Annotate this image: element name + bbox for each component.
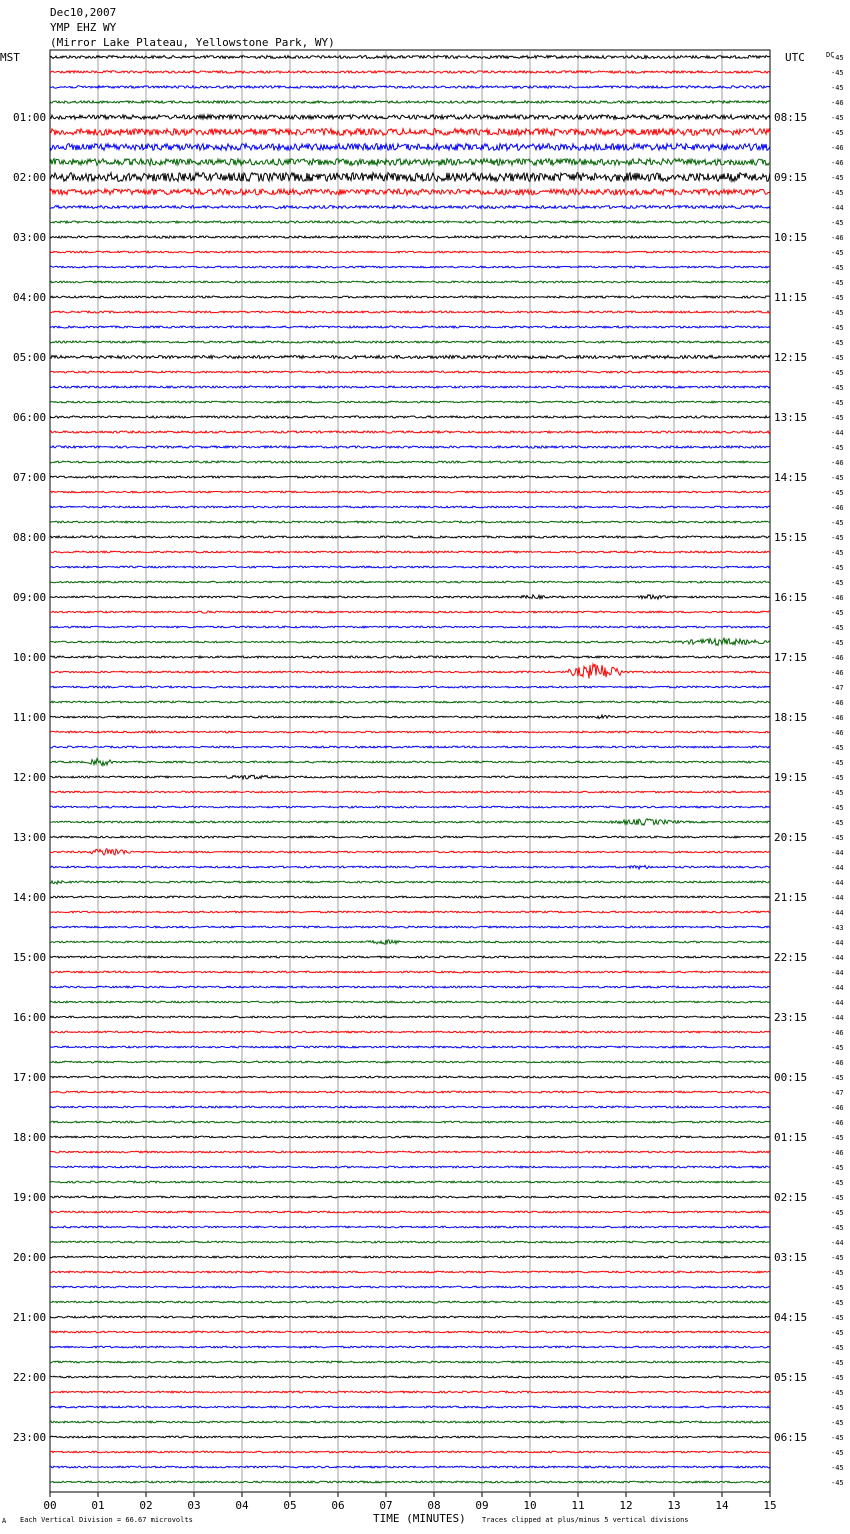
dc-offset-value: -45 [831, 1419, 844, 1427]
trace-line [50, 1181, 770, 1183]
utc-hour-label: 19:15 [774, 771, 808, 784]
dc-offset-value: -45 [831, 519, 844, 527]
dc-offset-value: -46 [831, 99, 844, 107]
dc-offset-value: -45 [831, 639, 844, 647]
utc-hour-label: 13:15 [774, 411, 808, 424]
utc-hour-label: 20:15 [774, 831, 808, 844]
trace-line [50, 881, 770, 884]
dc-offset-value: -46 [831, 144, 844, 152]
trace-line [50, 664, 770, 679]
trace-line [50, 296, 770, 298]
dc-offset-value: -44 [831, 969, 844, 977]
mst-axis-title: MST [0, 51, 20, 64]
dc-offset-value: -45 [831, 774, 844, 782]
dc-offset-value: -45 [831, 114, 844, 122]
dc-offset-value: -45 [831, 1209, 844, 1217]
trace-line [50, 536, 770, 538]
trace-line [50, 656, 770, 658]
trace-line [50, 1151, 770, 1153]
trace-line [50, 446, 770, 448]
trace-line [50, 986, 770, 988]
dc-offset-value: -44 [831, 429, 844, 437]
mst-hour-label: 02:00 [13, 171, 47, 184]
x-tick-label: 15 [763, 1499, 777, 1512]
trace-line [50, 1256, 770, 1258]
trace-line [50, 1271, 770, 1273]
dc-offset-value: -45 [831, 1464, 844, 1472]
x-tick-label: 02 [139, 1499, 153, 1512]
trace-line [50, 686, 770, 688]
mst-hour-label: 16:00 [13, 1011, 47, 1024]
trace-line [50, 731, 770, 733]
x-tick-label: 00 [43, 1499, 57, 1512]
dc-offset-value: -45 [831, 129, 844, 137]
trace-line [50, 221, 770, 223]
trace-line [50, 566, 770, 568]
scale-note: Each Vertical Division = 66.67 microvolts [20, 1516, 193, 1524]
trace-line [50, 1286, 770, 1288]
utc-hour-label: 01:15 [774, 1131, 808, 1144]
utc-hour-label: 15:15 [774, 531, 808, 544]
trace-line [50, 386, 770, 388]
dc-offset-value: -45 [831, 834, 844, 842]
dc-offset-value: -45 [831, 1194, 844, 1202]
dc-offset-value: -45 [831, 1374, 844, 1382]
utc-hour-label: 03:15 [774, 1251, 808, 1264]
x-tick-label: 07 [379, 1499, 393, 1512]
dc-offset-value: -45 [831, 789, 844, 797]
trace-line [50, 159, 770, 166]
time-gridlines [50, 50, 770, 1492]
x-tick-label: 03 [187, 1499, 201, 1512]
dc-offset-value: -45 [831, 564, 844, 572]
trace-line [50, 1061, 770, 1063]
trace-line [50, 911, 770, 913]
dc-offset-value: -45 [831, 1134, 844, 1142]
utc-hour-label: 22:15 [774, 951, 808, 964]
trace-line [50, 791, 770, 793]
dc-offset-value: -45 [831, 819, 844, 827]
x-axis [43, 1492, 776, 1512]
dc-offset-value: -45 [831, 189, 844, 197]
trace-line [50, 71, 770, 73]
trace-line [50, 371, 770, 373]
trace-line [50, 1046, 770, 1048]
trace-line [50, 638, 770, 645]
mst-hour-label: 22:00 [13, 1371, 47, 1384]
header-location: (Mirror Lake Plateau, Yellowstone Park, WY) [50, 36, 335, 49]
trace-line [50, 266, 770, 268]
corner-mark: A [2, 1517, 7, 1525]
mst-hour-label: 05:00 [13, 351, 47, 364]
trace-line [50, 144, 770, 151]
dc-label: DC [826, 51, 835, 59]
mst-hour-label: 09:00 [13, 591, 47, 604]
trace-line [50, 1406, 770, 1408]
header-station: YMP EHZ WY [50, 21, 117, 34]
mst-hour-label: 18:00 [13, 1131, 47, 1144]
utc-hour-label: 04:15 [774, 1311, 808, 1324]
dc-offset-value: -46 [831, 654, 844, 662]
mst-hour-label: 21:00 [13, 1311, 47, 1324]
trace-line [50, 759, 770, 766]
trace-line [50, 1346, 770, 1348]
dc-offset-value: -45 [831, 1179, 844, 1187]
trace-line [50, 836, 770, 838]
utc-hour-label: 05:15 [774, 1371, 808, 1384]
mst-hour-label: 19:00 [13, 1191, 47, 1204]
utc-hour-label: 10:15 [774, 231, 808, 244]
trace-line [50, 1226, 770, 1228]
trace-line [50, 431, 770, 433]
trace-line [50, 896, 770, 898]
x-tick-label: 04 [235, 1499, 249, 1512]
dc-offset-value: -45 [831, 249, 844, 257]
utc-labels [774, 111, 807, 1444]
trace-line [50, 701, 770, 703]
dc-offset-value: -45 [831, 294, 844, 302]
x-tick-label: 11 [571, 1499, 585, 1512]
dc-offset-value: -45 [831, 414, 844, 422]
dc-offset-value: -45 [831, 1044, 844, 1052]
trace-line [50, 189, 770, 195]
trace-line [50, 1016, 770, 1018]
dc-offset-value: -45 [831, 354, 844, 362]
trace-line [50, 1391, 770, 1393]
mst-hour-label: 13:00 [13, 831, 47, 844]
trace-line [50, 746, 770, 748]
trace-line [50, 1211, 770, 1213]
mst-hour-label: 12:00 [13, 771, 47, 784]
trace-line [50, 281, 770, 283]
dc-offset-value: -47 [831, 1089, 844, 1097]
dc-offset-value: -45 [831, 744, 844, 752]
trace-line [50, 956, 770, 958]
dc-offset-value: -45 [831, 1314, 844, 1322]
dc-offset-value: -45 [831, 1299, 844, 1307]
mst-hour-label: 11:00 [13, 711, 47, 724]
dc-offset-value: -46 [831, 1119, 844, 1127]
trace-line [50, 551, 770, 553]
trace-line [50, 1091, 770, 1093]
dc-offset-value: -44 [831, 204, 844, 212]
dc-offset-value: -45 [831, 609, 844, 617]
trace-line [50, 1166, 770, 1168]
dc-offset-value: -45 [831, 174, 844, 182]
dc-offset-value: -45 [831, 759, 844, 767]
mst-hour-label: 23:00 [13, 1431, 47, 1444]
mst-hour-label: 01:00 [13, 111, 47, 124]
dc-offset-value: -44 [831, 999, 844, 1007]
trace-line [50, 1451, 770, 1453]
trace-line [50, 491, 770, 493]
seismic-traces [50, 56, 770, 1483]
trace-line [50, 56, 770, 59]
trace-line [50, 1196, 770, 1198]
utc-hour-label: 09:15 [774, 171, 808, 184]
trace-line [50, 865, 770, 869]
trace-line [50, 849, 770, 855]
utc-hour-label: 11:15 [774, 291, 808, 304]
utc-hour-label: 12:15 [774, 351, 808, 364]
trace-line [50, 341, 770, 343]
utc-hour-label: 18:15 [774, 711, 808, 724]
trace-line [50, 819, 770, 826]
mst-hour-label: 20:00 [13, 1251, 47, 1264]
dc-offset-value: -45 [831, 219, 844, 227]
dc-offset-value: -45 [831, 1224, 844, 1232]
utc-hour-label: 02:15 [774, 1191, 808, 1204]
x-tick-label: 08 [427, 1499, 441, 1512]
utc-hour-label: 16:15 [774, 591, 808, 604]
dc-offset-value: -45 [831, 1479, 844, 1487]
dc-offset-value: -46 [831, 714, 844, 722]
dc-offset-value: -45 [831, 1284, 844, 1292]
dc-offset-value: -46 [831, 1149, 844, 1157]
dc-offset-value: -45 [831, 369, 844, 377]
trace-line [50, 1376, 770, 1378]
trace-line [50, 611, 770, 613]
dc-offset-value: -45 [831, 264, 844, 272]
trace-line [50, 461, 770, 463]
dc-offset-value: -45 [831, 309, 844, 317]
dc-offset-value: -46 [831, 699, 844, 707]
dc-offset-value: -46 [831, 729, 844, 737]
utc-hour-label: 14:15 [774, 471, 808, 484]
dc-offset-value: -45 [831, 339, 844, 347]
trace-line [50, 715, 770, 719]
trace-line [50, 940, 770, 944]
mst-hour-label: 15:00 [13, 951, 47, 964]
mst-hour-label: 06:00 [13, 411, 47, 424]
mst-hour-label: 07:00 [13, 471, 47, 484]
trace-line [50, 326, 770, 328]
dc-offset-value: -45 [831, 1359, 844, 1367]
dc-offset-value: -46 [831, 234, 844, 242]
dc-offset-value: -45 [831, 1269, 844, 1277]
dc-offset-value: -45 [831, 579, 844, 587]
utc-hour-label: 23:15 [774, 1011, 808, 1024]
mst-hour-label: 17:00 [13, 1071, 47, 1084]
trace-line [50, 626, 770, 628]
trace-line [50, 775, 770, 779]
dc-offset-value: -45 [831, 69, 844, 77]
dc-offset-value: -44 [831, 1014, 844, 1022]
utc-axis-title: UTC [785, 51, 805, 64]
dc-offset-value: -45 [831, 399, 844, 407]
trace-line [50, 1121, 770, 1123]
dc-offset-value: -45 [831, 279, 844, 287]
dc-offset-value: -44 [831, 909, 844, 917]
trace-line [50, 1361, 770, 1363]
dc-offset-value: -45 [831, 474, 844, 482]
trace-line [50, 416, 770, 418]
dc-offset-value: -44 [831, 894, 844, 902]
dc-offset-value: -45 [831, 1449, 844, 1457]
dc-offset-value: -45 [831, 549, 844, 557]
dc-offset-value: -45 [831, 1434, 844, 1442]
dc-offset-value: -45 [831, 489, 844, 497]
trace-line [50, 1241, 770, 1243]
trace-line [50, 1421, 770, 1423]
mst-hour-label: 14:00 [13, 891, 47, 904]
dc-offset-value: -46 [831, 1029, 844, 1037]
trace-line [50, 1481, 770, 1483]
trace-line [50, 1316, 770, 1318]
trace-line [50, 581, 770, 583]
trace-line [50, 926, 770, 928]
trace-line [50, 173, 770, 182]
trace-line [50, 401, 770, 403]
utc-hour-label: 00:15 [774, 1071, 808, 1084]
dc-offset-value: -46 [831, 159, 844, 167]
trace-line [50, 206, 770, 209]
trace-line [50, 1076, 770, 1078]
dc-offset-value: -46 [831, 669, 844, 677]
dc-offset-value: -46 [831, 504, 844, 512]
trace-line [50, 1106, 770, 1108]
x-tick-label: 06 [331, 1499, 345, 1512]
dc-offset-value: -44 [831, 864, 844, 872]
dc-offset-value: -45 [831, 384, 844, 392]
trace-line [50, 1436, 770, 1438]
dc-offset-value: -45 [831, 1254, 844, 1262]
dc-offset-value: -45 [831, 444, 844, 452]
trace-line [50, 506, 770, 508]
dc-offset-value: -46 [831, 1059, 844, 1067]
dc-offset-value: -45 [831, 624, 844, 632]
trace-line [50, 129, 770, 136]
trace-line [50, 1031, 770, 1033]
trace-line [50, 595, 770, 599]
mst-hour-label: 04:00 [13, 291, 47, 304]
utc-hour-label: 08:15 [774, 111, 808, 124]
plot-frame [50, 50, 770, 1492]
trace-line [50, 1331, 770, 1333]
trace-line [50, 355, 770, 358]
trace-line [50, 806, 770, 808]
mst-hour-label: 08:00 [13, 531, 47, 544]
trace-line [50, 236, 770, 238]
trace-line [50, 251, 770, 253]
trace-line [50, 521, 770, 523]
utc-hour-label: 06:15 [774, 1431, 808, 1444]
dc-offset-value: -45 [831, 1344, 844, 1352]
dc-offset-value: -45 [831, 1164, 844, 1172]
dc-offset-value: -45 [831, 1329, 844, 1337]
dc-offset-value: -44 [831, 879, 844, 887]
dc-offset-value: -44 [831, 984, 844, 992]
trace-line [50, 476, 770, 478]
trace-line [50, 115, 770, 119]
mst-hour-label: 03:00 [13, 231, 47, 244]
x-axis-title: TIME (MINUTES) [373, 1512, 466, 1525]
dc-offsets [831, 54, 844, 1487]
x-tick-label: 01 [91, 1499, 105, 1512]
x-tick-label: 14 [715, 1499, 729, 1512]
dc-offset-value: -43 [831, 924, 844, 932]
dc-offset-value: -46 [831, 594, 844, 602]
x-tick-label: 13 [667, 1499, 681, 1512]
x-tick-label: 10 [523, 1499, 537, 1512]
x-tick-label: 05 [283, 1499, 297, 1512]
mst-labels [13, 111, 46, 1444]
utc-hour-label: 17:15 [774, 651, 808, 664]
trace-line [50, 971, 770, 973]
trace-line [50, 86, 770, 88]
dc-offset-value: -44 [831, 939, 844, 947]
dc-offset-value: -45 [831, 1404, 844, 1412]
dc-offset-value: -46 [831, 459, 844, 467]
dc-offset-value: -45 [831, 1389, 844, 1397]
trace-line [50, 1001, 770, 1003]
trace-line [50, 1136, 770, 1138]
dc-offset-value: -45 [831, 54, 844, 62]
dc-offset-value: -44 [831, 1239, 844, 1247]
trace-line [50, 101, 770, 103]
dc-offset-value: -45 [831, 534, 844, 542]
trace-line [50, 311, 770, 313]
dc-offset-value: -45 [831, 804, 844, 812]
trace-line [50, 1301, 770, 1303]
dc-offset-value: -44 [831, 954, 844, 962]
x-tick-label: 12 [619, 1499, 633, 1512]
dc-offset-value: -45 [831, 84, 844, 92]
x-tick-label: 09 [475, 1499, 489, 1512]
dc-offset-value: -44 [831, 849, 844, 857]
utc-hour-label: 21:15 [774, 891, 808, 904]
dc-offset-value: -45 [831, 1074, 844, 1082]
dc-offset-value: -47 [831, 684, 844, 692]
dc-offset-value: -45 [831, 324, 844, 332]
header-date: Dec10,2007 [50, 6, 117, 19]
dc-offset-value: -46 [831, 1104, 844, 1112]
trace-line [50, 1466, 770, 1468]
mst-hour-label: 10:00 [13, 651, 47, 664]
clip-note: Traces clipped at plus/minus 5 vertical divisions [482, 1516, 689, 1524]
